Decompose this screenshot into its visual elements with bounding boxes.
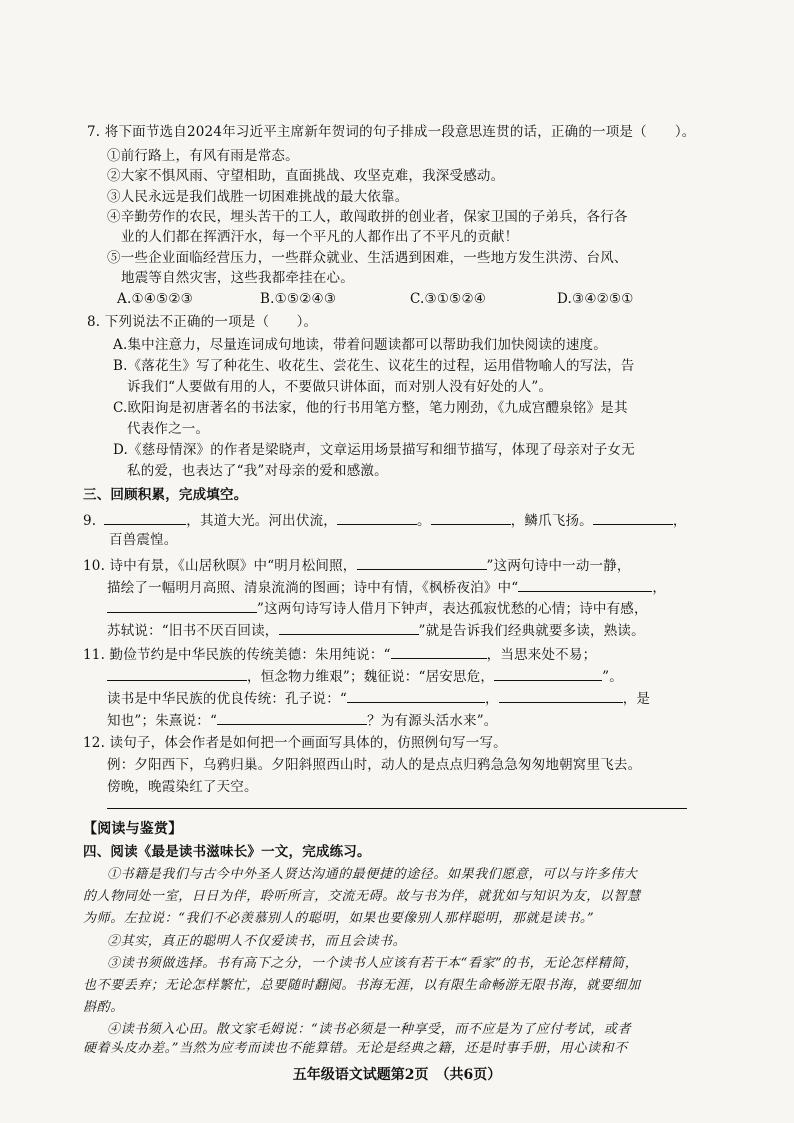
passage-p3-line-2: 也不要丢弃；无论怎样繁忙，总要随时翻阅。书海无涯，以有限生命畅游无限书海，就要细加 xyxy=(83,978,641,993)
blank[interactable] xyxy=(107,666,247,681)
q8-option-b2: 诉我们“人要做有用的人，不要做只讲体面，而对别人没有好处的人”。 xyxy=(127,379,553,395)
blank[interactable] xyxy=(391,644,487,659)
q12-example: 例：夕阳西下，乌鸦归巢。夕阳斜照西山时，动人的是点点归鸦急急匆匆地朝窝里飞去。 xyxy=(107,757,642,773)
blank[interactable] xyxy=(499,688,623,703)
q12-prompt: 傍晚，晚霞染红了天空。 xyxy=(107,779,258,795)
q7-sentence-5b: 地震等自然灾害，这些我都牵挂在心。 xyxy=(121,270,354,286)
blank[interactable] xyxy=(104,510,186,525)
q11-line-4: 知也”；朱熹说：“ ？为有源头活水来”。 xyxy=(107,710,498,730)
blank[interactable] xyxy=(593,510,673,525)
blank[interactable] xyxy=(107,598,257,613)
blank[interactable] xyxy=(279,620,419,635)
q11-line-3: 读书是中华民族的优良传统：孔子说：“ ， ，是 xyxy=(107,688,650,708)
q8-option-d2: 私的爱，也表达了“我”对母亲的爱和感激。 xyxy=(127,463,388,479)
passage-p1-line-1: ①书籍是我们与古今中外圣人贤达沟通的最便捷的途径。如果我们愿意，可以与许多伟大 xyxy=(107,867,638,882)
q8-option-c2: 代表作之一。 xyxy=(127,421,210,437)
q8-option-b1[interactable]: B.《落花生》写了种花生、收花生、尝花生、议花生的过程，运用借物喻人的写法，告 xyxy=(113,358,635,374)
q7-sentence-4a: ④辛勤劳作的农民，埋头苦干的工人，敢闯敢拼的创业者，保家卫国的子弟兵，各行各 xyxy=(107,209,628,225)
blank[interactable] xyxy=(347,688,485,703)
q9-line-2: 百兽震惶。 xyxy=(109,532,178,548)
section-3-title: 三、回顾积累，完成填空。 xyxy=(83,487,248,503)
q7-sentence-2: ②大家不惧风雨、守望相助，直面挑战、攻坚克难，我深受感动。 xyxy=(107,168,505,184)
q11-line-2: ，恒念物力维艰”；魏征说：“居安思危， ”。 xyxy=(107,666,623,686)
passage-p3-line-3: 斟酌。 xyxy=(83,1000,124,1015)
q7-stem: 7. 将下面节选自2024年习近平主席新年贺词的句子排成一段意思连贯的话，正确的一项是（ ）。 xyxy=(87,124,696,140)
blank[interactable] xyxy=(494,666,602,681)
q8-option-a[interactable]: A.集中注意力，尽量连词成句地读，带着问题读都可以帮助我们加快阅读的速度。 xyxy=(113,337,607,353)
q7-sentence-5a: ⑤一些企业面临经营压力，一些群众就业、生活遇到困难，一些地方发生洪涝、台风、 xyxy=(107,250,628,266)
q12-stem: 12. 读句子，体会作者是如何把一个画面写具体的，仿照例句写一写。 xyxy=(83,735,507,751)
blank[interactable] xyxy=(217,710,367,725)
q10-line-2: 描绘了一幅明月高照、清泉流淌的图画；诗中有情，《枫桥夜泊》中“ ， xyxy=(107,577,666,597)
q7-option-d[interactable]: D.③④②⑤① xyxy=(557,291,634,307)
passage-p4-line-1: ④读书须入心田。散文家毛姆说：“读书必须是一种享受，而不应是为了应付考试，或者 xyxy=(107,1022,632,1037)
q7-sentence-1: ①前行路上，有风有雨是常态。 xyxy=(107,148,299,164)
q10-line-4: 苏轼说：“旧书不厌百回读， ”就是告诉我们经典就要多读，熟读。 xyxy=(107,620,645,640)
blank[interactable] xyxy=(337,510,417,525)
q7-sentence-4b: 业的人们都在挥洒汗水，每一个平凡的人都作出了不平凡的贡献！ xyxy=(121,229,519,245)
q10-line-1: 10. 诗中有景，《山居秋暝》中“明月松间照， ”这两句诗中一动一静， xyxy=(83,555,631,575)
passage-p1-line-3: 为师。左拉说：“我们不必羡慕别人的聪明，如果也要像别人那样聪明，那就是读书。” xyxy=(83,911,595,926)
reading-header: 【阅读与鉴赏】 xyxy=(83,821,183,837)
q8-stem: 8. 下列说法不正确的一项是（ ）。 xyxy=(87,314,318,330)
q7-option-c[interactable]: C.③①⑤②④ xyxy=(410,291,487,307)
section-4-title: 四、阅读《最是读书滋味长》一文，完成练习。 xyxy=(83,844,371,860)
q7-option-a[interactable]: A.①④⑤②③ xyxy=(117,291,193,307)
blank[interactable] xyxy=(518,577,652,592)
page-footer: 五年级语文试题第2页 （共6页） xyxy=(292,1067,502,1083)
passage-p1-line-2: 的人物同处一室，日日为伴，聆听所言，交流无碍。故与书为伴，就犹如与知识为友，以智慧 xyxy=(83,889,641,904)
q7-option-b[interactable]: B.①⑤②④③ xyxy=(260,291,337,307)
q10-line-3: ”这两句诗写诗人借月下钟声，表达孤寂忧愁的心情；诗中有感， xyxy=(107,598,648,618)
q8-option-c1[interactable]: C.欧阳询是初唐著名的书法家，他的行书用笔方整，笔力刚劲，《九成宫醴泉铭》是其 xyxy=(113,400,628,416)
passage-p4-line-2: 硬着头皮办差。”当然为应考而读也不能算错。无论是经典之籍，还是时事手册，用心读和不 xyxy=(83,1041,628,1056)
q7-sentence-3: ③人民永远是我们战胜一切困难挑战的最大依靠。 xyxy=(107,189,409,205)
q8-option-d1[interactable]: D.《慈母情深》的作者是梁晓声，文章运用场景描写和细节描写，体现了母亲对子女无 xyxy=(113,442,635,458)
passage-p2: ②其实，真正的聪明人不仅爱读书，而且会读书。 xyxy=(107,934,407,949)
q11-line-1: 11. 勤俭节约是中华民族的传统美德：朱用纯说：“ ，当思来处不易； xyxy=(83,644,596,664)
q12-answer-line[interactable] xyxy=(107,808,687,809)
blank[interactable] xyxy=(357,555,487,570)
blank[interactable] xyxy=(431,510,511,525)
passage-p3-line-1: ③读书须做选择。书有高下之分，一个读书人应该有若干本“看家”的书，无论怎样精简， xyxy=(107,956,639,971)
q9-line-1: 9. ，其道大光。河出伏流， 。 ，鳞爪飞扬。 ， xyxy=(83,510,687,530)
